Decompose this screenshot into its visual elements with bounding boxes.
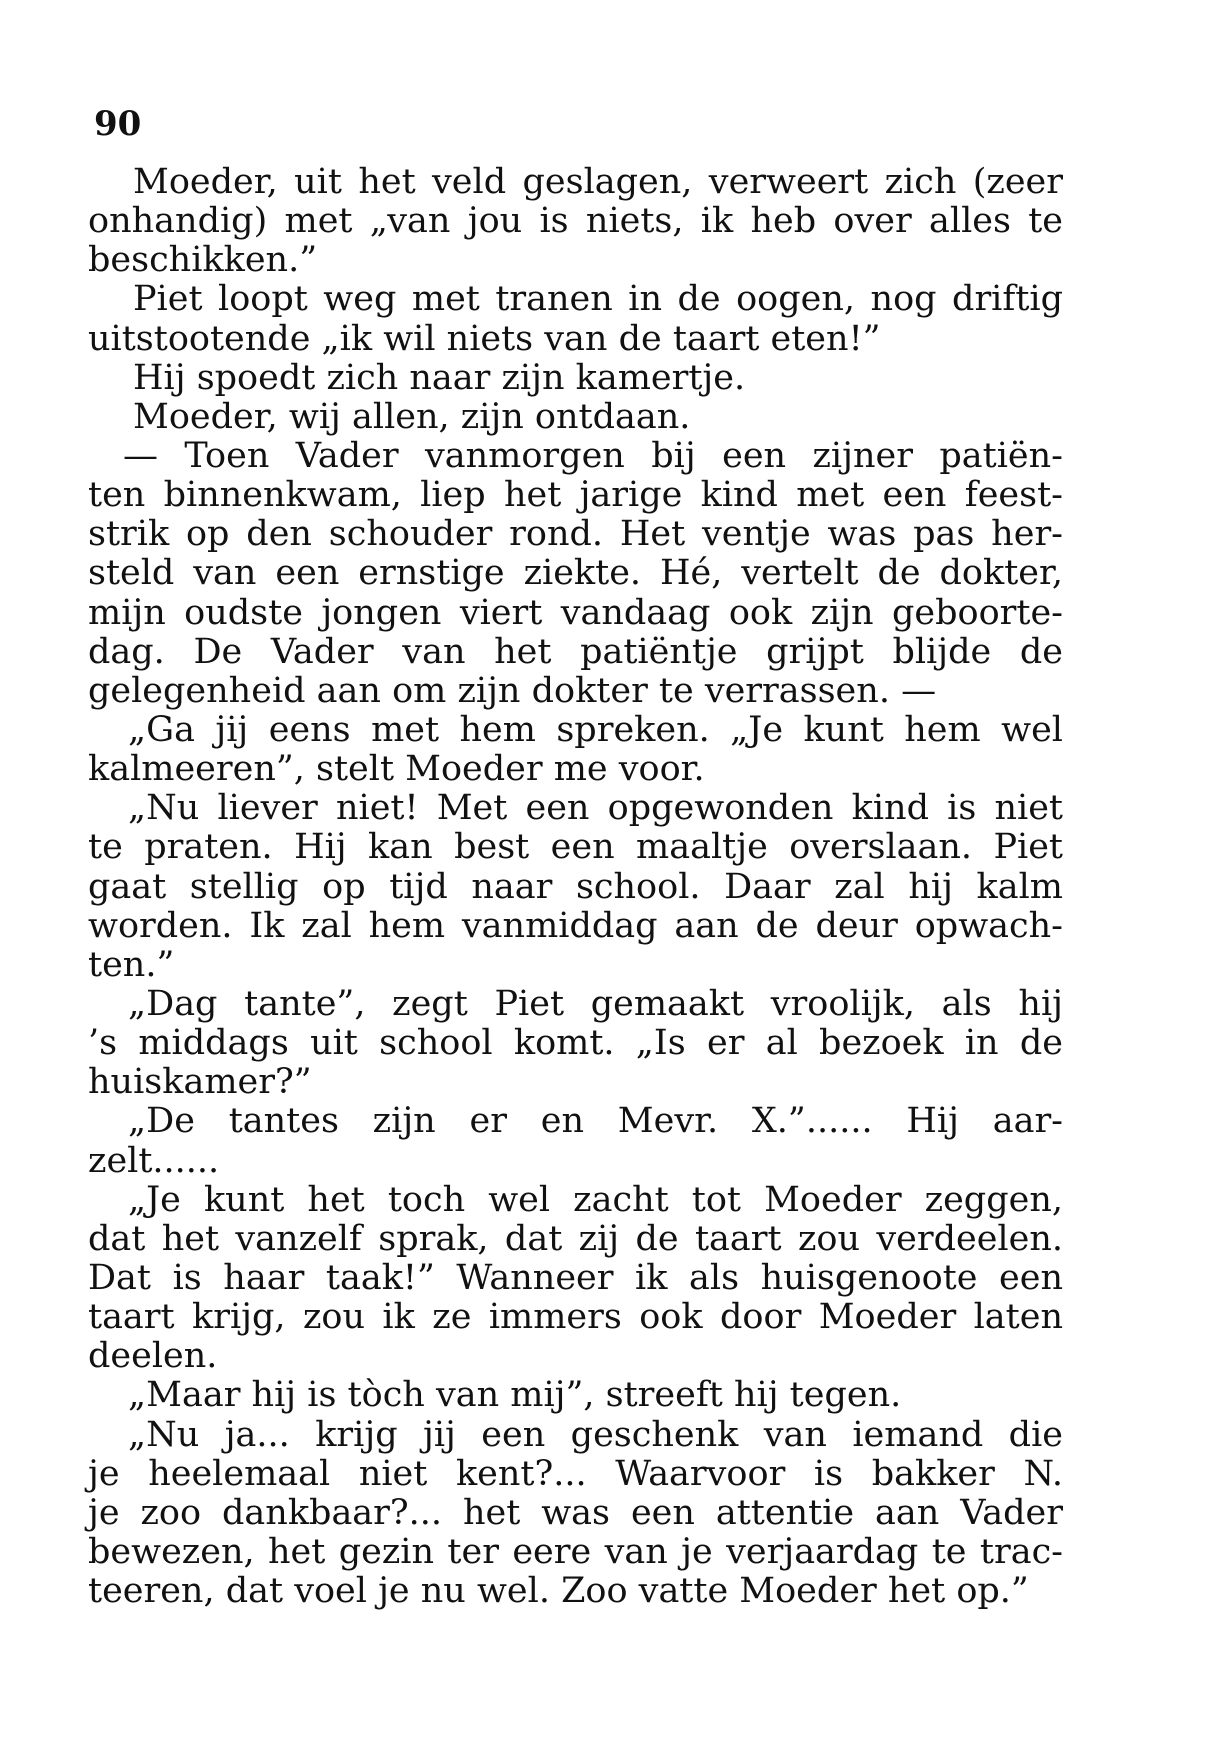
text-line: „Dag tante”, zegt Piet gemaakt vroolijk, als hij <box>128 983 1063 1024</box>
text-line: „Je kunt het toch wel zacht tot Moeder zeggen, <box>128 1179 1063 1220</box>
text-line: bewezen, het gezin ter eere van je verjaardag te trac- <box>88 1531 1063 1572</box>
text-line: „De tantes zijn er en Mevr. X.”...... Hij aar- <box>128 1101 1063 1142</box>
text-line: ten binnenkwam, liep het jarige kind met een feest- <box>88 475 1063 516</box>
text-line: huiskamer?” <box>88 1062 312 1103</box>
text-line: strik op den schouder rond. Het ventje was pas her- <box>88 514 1063 555</box>
text-line: — Toen Vader vanmorgen bij een zijner patiën- <box>123 435 1063 476</box>
text-line: deelen. <box>88 1336 218 1377</box>
text-line: mijn oudste jongen viert vandaag ook zijn geboorte- <box>88 592 1063 633</box>
text-line: steld van een ernstige ziekte. Hé, vertelt de dokter, <box>88 553 1063 594</box>
page-number: 90 <box>94 104 142 144</box>
text-line: gaat stellig op tijd naar school. Daar zal hij kalm <box>88 866 1063 907</box>
body-text <box>88 163 1063 1611</box>
text-line: Moeder, uit het veld geslagen, verweert zich (zeer <box>133 162 1063 202</box>
text-line: Hij spoedt zich naar zijn kamertje. <box>133 357 746 398</box>
text-line: je zoo dankbaar?... het was een attentie aan Vader <box>88 1492 1063 1533</box>
text-line: „Nu ja... krijg jij een geschenk van iemand die <box>128 1414 1063 1455</box>
text-line: worden. Ik zal hem vanmiddag aan de deur opwach- <box>88 905 1063 946</box>
text-line: taart krijg, zou ik ze immers ook door Moeder laten <box>88 1297 1063 1338</box>
text-line: zelt...... <box>88 1140 220 1181</box>
text-line: ’s middags uit school komt. „Is er al bezoek in de <box>88 1023 1063 1064</box>
text-line: uitstootende „ik wil niets van de taart eten!” <box>88 318 881 359</box>
text-line: „Ga jij eens met hem spreken. „Je kunt hem wel <box>128 709 1063 750</box>
text-line: ten.” <box>88 944 175 985</box>
text-line: Dat is haar taak!” Wanneer ik als huisgenoote een <box>88 1257 1063 1298</box>
text-line: Moeder, wij allen, zijn ontdaan. <box>133 396 691 437</box>
text-line: kalmeeren”, stelt Moeder me voor. <box>88 749 705 790</box>
text-line: gelegenheid aan om zijn dokter te verrassen. — <box>88 670 937 711</box>
text-line: „Nu liever niet! Met een opgewonden kind is niet <box>128 788 1063 829</box>
text-line: te praten. Hij kan best een maaltje overslaan. Piet <box>88 827 1063 868</box>
text-line: teeren, dat voel je nu wel. Zoo vatte Moeder het op.” <box>88 1571 1029 1612</box>
text-line: je heelemaal niet kent?... Waarvoor is bakker N. <box>88 1453 1063 1494</box>
text-line: dat het vanzelf sprak, dat zij de taart zou verdeelen. <box>88 1218 1063 1259</box>
text-line: Piet loopt weg met tranen in de oogen, nog driftig <box>133 279 1063 320</box>
text-line: dag. De Vader van het patiëntje grijpt blijde de <box>88 631 1063 672</box>
text-line: onhandig) met „van jou is niets, ik heb over alles te <box>88 201 1063 242</box>
text-line: „Maar hij is tòch van mij”, streeft hij tegen. <box>128 1375 902 1416</box>
text-line: beschikken.” <box>88 240 318 281</box>
